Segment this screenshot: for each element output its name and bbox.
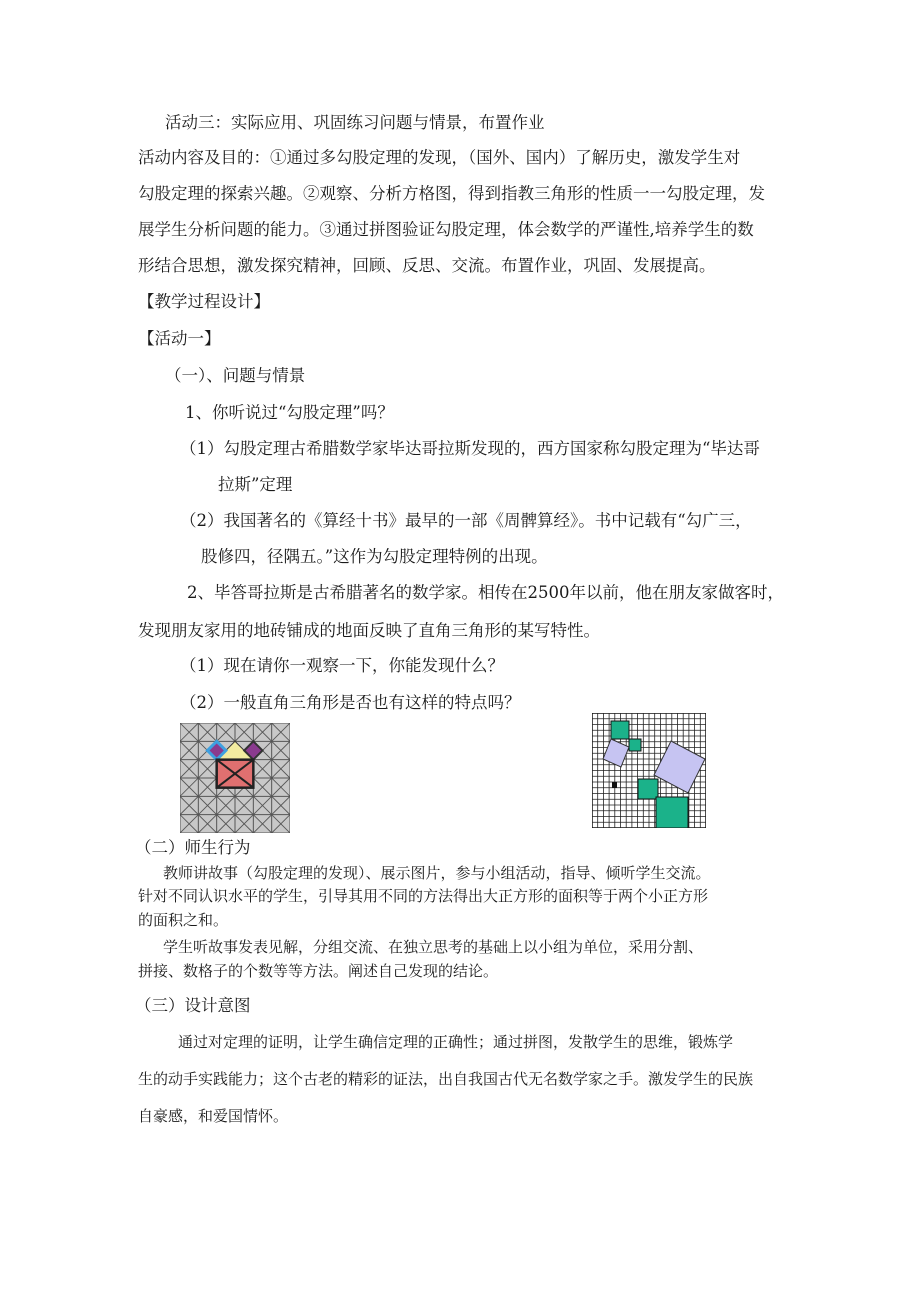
intent-line: 生的动手实践能力；这个古老的精彩的证法，出自我国古代无名数学家之手。激发学生的民族 [138, 1070, 754, 1088]
intent-line: 通过对定理的证明，让学生确信定理的正确性；通过拼图，发散学生的思维，锻炼学 [178, 1033, 734, 1051]
q2-answer-2: （2）一般直角三角形是否也有这样的特点吗？ [180, 693, 521, 712]
q1-answer-2-cont: 股修四，径隅五。”这作为勾股定理特例的出现。 [201, 547, 548, 566]
activity3-purpose-line: 活动内容及目的：①通过多勾股定理的发现，（国外、国内）了解历史，激发学生对 [138, 148, 741, 167]
question-1: 1、你听说过“勾股定理”吗？ [185, 403, 394, 422]
activity3-purpose-line: 展学生分析问题的能力。③通过拼图验证勾股定理，体会数学的严谨性,培养学生的数 [138, 220, 754, 239]
teal-square-small [629, 739, 641, 751]
intent-line: 自豪感，和爱国情怀。 [138, 1107, 289, 1125]
section3-title: （三）设计意图 [135, 996, 251, 1015]
black-mark [612, 782, 617, 788]
floor-tile-figure [180, 723, 290, 833]
teacher-line: 的面积之和。 [138, 911, 229, 929]
student-line: 学生听故事发表见解，分组交流、在独立思考的基础上以小组为单位，采用分割、 [163, 938, 704, 956]
question-2: 2、毕答哥拉斯是古希腊著名的数学家。相传在2500年以前，他在朋友家做客时， [187, 583, 784, 602]
activity3-heading: 活动三：实际应用、巩固练习问题与情景，布置作业 [165, 113, 545, 132]
grid-squares-figure [592, 713, 706, 828]
teal-square-mid [638, 779, 658, 799]
q2-answer-1: （1）现在请你一观察一下，你能发现什么？ [180, 656, 504, 675]
teacher-line: 针对不同认识水平的学生，引导其用不同的方法得出大正方形的面积等于两个小正方形 [138, 887, 709, 905]
section2-title: （二）师生行为 [135, 838, 251, 857]
teacher-line: 教师讲故事（勾股定理的发现）、展示图片，参与小组活动，指导、倾听学生交流。 [163, 864, 711, 882]
section1-title: （一）、问题与情景 [165, 366, 306, 385]
question-2-cont: 发现朋友家用的地砖铺成的地面反映了直角三角形的某写特性。 [138, 621, 600, 640]
teal-square-large [656, 797, 688, 828]
q1-answer-1: （1）勾股定理古希腊数学家毕达哥拉斯发现的，西方国家称勾股定理为“毕达哥 [180, 439, 760, 458]
student-line: 拼接、数格子的个数等等方法。阐述自己发现的结论。 [138, 962, 499, 980]
activity3-purpose-line: 勾股定理的探索兴趣。②观察、分析方格图，得到指教三角形的性质一一勾股定理，发 [138, 184, 765, 203]
teal-square-top [611, 721, 629, 739]
design-heading: 【教学过程设计】 [138, 292, 270, 311]
activity1-heading: 【活动一】 [138, 329, 221, 348]
q1-answer-2: （2）我国著名的《算经十书》最早的一部《周髀算经》。书中记载有“勾广三， [180, 511, 752, 530]
activity3-purpose-line: 形结合思想，激发探究精神，回顾、反思、交流。布置作业，巩固、发展提高。 [138, 256, 716, 275]
q1-answer-1-cont: 拉斯”定理 [218, 475, 293, 494]
